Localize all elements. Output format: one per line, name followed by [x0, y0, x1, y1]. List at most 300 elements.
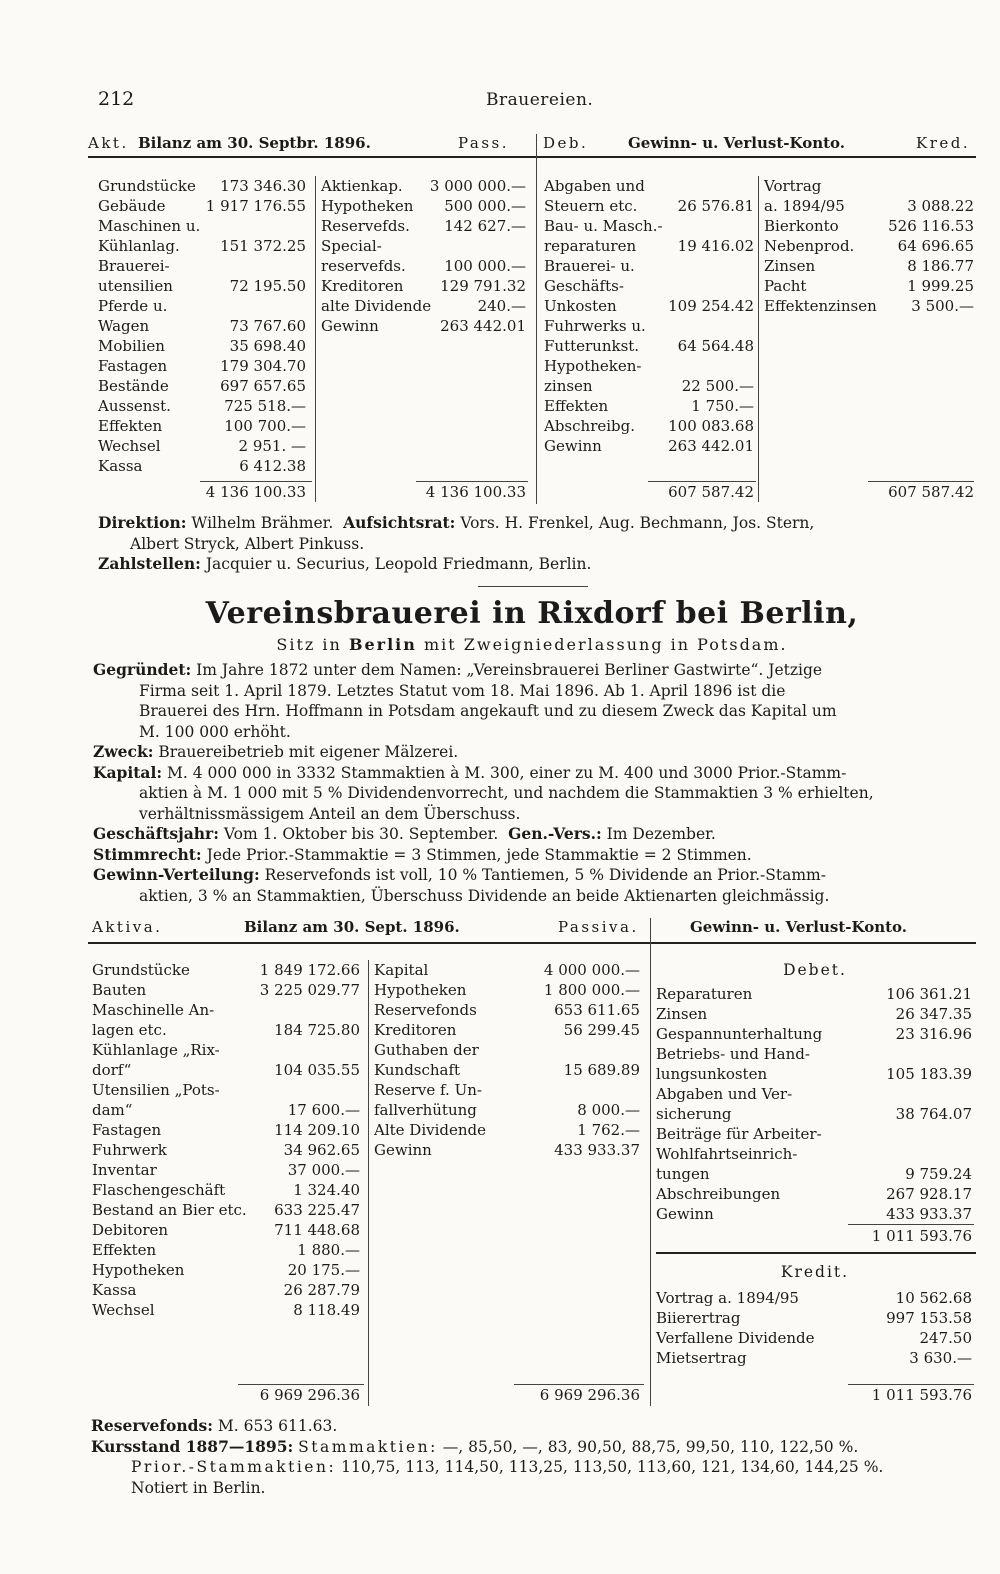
- bottom-assets-total: 6 969 296.36: [259, 1386, 360, 1404]
- credit-row: [656, 1328, 972, 1348]
- debit-row: [544, 336, 754, 356]
- row-label: Kühlanlage „Rix-: [92, 1041, 220, 1059]
- credit-row: [764, 276, 974, 296]
- row-label: Alte Dividende: [374, 1121, 487, 1139]
- bottom-cred-total-box: [848, 1385, 972, 1405]
- gegruendet-label: Gegründet:: [93, 660, 192, 679]
- row-label: Grundstücke: [98, 177, 196, 195]
- top-gv-debit: [544, 176, 754, 456]
- bottom-gv-title: Gewinn- u. Verlust-Konto.: [690, 918, 907, 936]
- top-deb-total-box: [648, 482, 754, 502]
- row-value: 500 000.—: [444, 197, 526, 215]
- asset-row: [92, 980, 360, 1000]
- row-value: 4 000 000.—: [543, 961, 640, 979]
- verteilung-2: aktien, 3 % an Stammaktien, Überschuss Dividende an beide Aktienarten gleichmässig.: [139, 886, 830, 905]
- debit-row: [656, 1104, 972, 1124]
- stimm-label: Stimmrecht:: [93, 844, 202, 864]
- row-value: 129 791.32: [440, 277, 526, 295]
- row-label: Inventar: [92, 1161, 157, 1179]
- liability-row: [374, 1100, 640, 1120]
- asset-row: [98, 176, 306, 196]
- row-value: 240.—: [477, 297, 526, 315]
- row-value: 697 657.65: [220, 377, 306, 395]
- row-value: 179 304.70: [220, 357, 306, 375]
- row-value: 34 962.65: [283, 1141, 360, 1159]
- gen-vers: Im Dezember.: [606, 825, 716, 843]
- row-label: Grundstücke: [92, 961, 190, 979]
- bottom-divider: [650, 918, 651, 1406]
- asset-row: [92, 1040, 360, 1060]
- row-label: Maschinen u.: [98, 217, 201, 235]
- row-label: utensilien: [98, 277, 173, 295]
- row-label: Fastagen: [98, 357, 168, 375]
- top-balance-title: Bilanz am 30. Septbr. 1896.: [138, 134, 371, 152]
- bottom-liab-total: 6 969 296.36: [539, 1386, 640, 1404]
- liability-row: [321, 176, 526, 196]
- row-value: 64 696.65: [897, 237, 974, 255]
- row-label: Mietsertrag: [656, 1349, 747, 1367]
- row-label: tungen: [656, 1165, 710, 1183]
- bottom-liab-total-box: [514, 1385, 640, 1405]
- sitz-pre: Sitz in: [276, 635, 342, 654]
- row-value: 1 750.—: [691, 397, 754, 415]
- row-value: 267 928.17: [886, 1185, 972, 1203]
- row-value: 35 698.40: [229, 337, 306, 355]
- credit-row: [764, 196, 974, 216]
- direktion: Wilhelm Brähmer.: [191, 514, 334, 532]
- row-value: 26 576.81: [677, 197, 754, 215]
- kred-label: Kred.: [916, 134, 971, 152]
- row-label: Bauten: [92, 981, 147, 999]
- row-value: 114 209.10: [274, 1121, 360, 1139]
- row-label: Verfallene Dividende: [656, 1329, 815, 1347]
- row-value: 151 372.25: [220, 237, 306, 255]
- row-label: Effektenzinsen: [764, 297, 877, 315]
- asset-row: [98, 456, 306, 476]
- row-value: 6 412.38: [239, 457, 306, 475]
- bottom-deb-total-box: [848, 1226, 972, 1246]
- liability-row: [374, 1060, 640, 1080]
- liability-row: [321, 256, 526, 276]
- asset-row: [98, 336, 306, 356]
- liability-row: [321, 316, 526, 336]
- row-label: Effekten: [98, 417, 163, 435]
- kurs-stamm: —, 85,50, —, 83, 90,50, 88,75, 99,50, 110, 122,50 %.: [442, 1437, 859, 1456]
- row-label: Maschinelle An-: [92, 1001, 215, 1019]
- debit-row: [656, 1144, 972, 1164]
- row-value: 105 183.39: [886, 1065, 972, 1083]
- row-value: 725 518.—: [224, 397, 306, 415]
- top-gv-title: Gewinn- u. Verlust-Konto.: [628, 134, 845, 152]
- top-gv-credit: [764, 176, 974, 316]
- row-value: 8 186.77: [907, 257, 974, 275]
- top-gv-inner-divider: [758, 176, 759, 502]
- debit-row: [656, 1004, 972, 1024]
- row-label: Abschreibungen: [656, 1185, 781, 1203]
- row-label: Reparaturen: [656, 985, 753, 1003]
- zweck: Brauereibetrieb mit eigener Mälzerei.: [158, 743, 459, 761]
- credit-row: [764, 216, 974, 236]
- bottom-gv-debit: [656, 984, 972, 1224]
- row-label: Nebenprod.: [764, 237, 855, 255]
- row-label: Kühlanlag.: [98, 237, 180, 255]
- row-label: Bau- u. Masch.-: [544, 217, 663, 235]
- stimmrecht: Jede Prior.-Stammaktie = 3 Stimmen, jede Stammaktie = 2 Stimmen.: [206, 845, 752, 864]
- row-label: Unkosten: [544, 297, 617, 315]
- debit-row: [544, 416, 754, 436]
- row-value: 173 346.30: [220, 177, 306, 195]
- row-label: dam“: [92, 1101, 133, 1119]
- row-label: Fastagen: [92, 1121, 162, 1139]
- credit-row: [656, 1308, 972, 1328]
- bottom-deb-total: 1 011 593.76: [871, 1227, 972, 1245]
- row-label: Zinsen: [764, 257, 816, 275]
- debit-row: [656, 1164, 972, 1184]
- credit-row: [764, 236, 974, 256]
- row-value: 3 500.—: [911, 297, 974, 315]
- row-label: Effekten: [92, 1241, 157, 1259]
- row-label: Reservefonds: [374, 1001, 477, 1019]
- gj-label: Geschäftsjahr:: [93, 824, 219, 843]
- row-value: 1 849 172.66: [259, 961, 360, 979]
- aufsicht-label: Aufsichtsrat:: [343, 513, 456, 532]
- row-label: lagen etc.: [92, 1021, 167, 1039]
- debit-row: [544, 316, 754, 336]
- direktion-label: Direktion:: [98, 513, 187, 532]
- row-label: Hypotheken-: [544, 357, 642, 375]
- row-label: Beiträge für Arbeiter-: [656, 1125, 822, 1143]
- row-label: a. 1894/95: [764, 197, 845, 215]
- row-value: 433 933.37: [886, 1205, 972, 1223]
- gegruendet-2: Firma seit 1. April 1879. Letztes Statut vom 18. Mai 1896. Ab 1. April 1896 ist die: [139, 681, 786, 700]
- liability-row: [374, 1080, 640, 1100]
- asset-row: [92, 1140, 360, 1160]
- zahlstellen: Jacquier u. Securius, Leopold Friedmann, Berlin.: [205, 555, 592, 573]
- row-value: 633 225.47: [274, 1201, 360, 1219]
- liability-row: [374, 1020, 640, 1040]
- asset-row: [98, 216, 306, 236]
- deb-label: Deb.: [543, 134, 589, 152]
- asset-row: [98, 196, 306, 216]
- kapital-3: verhältnissmässigem Anteil an dem Überschuss.: [139, 804, 521, 823]
- debit-row: [656, 1064, 972, 1084]
- top-liab-total: 4 136 100.33: [425, 483, 526, 501]
- row-label: Bestand an Bier etc.: [92, 1201, 247, 1219]
- bottom-cred-total: 1 011 593.76: [871, 1386, 972, 1404]
- top-divider: [536, 134, 537, 504]
- row-value: 10 562.68: [895, 1289, 972, 1307]
- page-header: [88, 80, 976, 120]
- kurs-stamm-label: Stammaktien:: [298, 1437, 438, 1456]
- row-value: 1 800 000.—: [543, 981, 640, 999]
- row-value: 3 630.—: [909, 1349, 972, 1367]
- aufsicht-line2: Albert Stryck, Albert Pinkuss.: [130, 534, 365, 553]
- row-value: 1 999.25: [907, 277, 974, 295]
- row-value: 263 442.01: [440, 317, 526, 335]
- debit-row: [544, 356, 754, 376]
- sitz-city: Berlin: [348, 635, 417, 654]
- running-title: Brauereien.: [486, 90, 594, 110]
- kredit-heading: Kredit.: [780, 1263, 850, 1281]
- credit-row: [764, 296, 974, 316]
- asset-row: [92, 1220, 360, 1240]
- asset-row: [92, 1120, 360, 1140]
- row-label: Vortrag: [764, 177, 822, 195]
- row-label: Reservefds.: [321, 217, 410, 235]
- credit-row: [764, 176, 974, 196]
- geschaeftsjahr: Vom 1. Oktober bis 30. September.: [223, 825, 499, 843]
- row-label: Abgaben und: [544, 177, 645, 195]
- asset-row: [98, 376, 306, 396]
- asset-row: [98, 356, 306, 376]
- liability-row: [374, 1140, 640, 1160]
- row-label: Pferde u.: [98, 297, 168, 315]
- credit-row: [764, 256, 974, 276]
- row-label: Gewinn: [374, 1141, 432, 1159]
- row-value: 15 689.89: [563, 1061, 640, 1079]
- row-label: Wechsel: [98, 437, 161, 455]
- row-label: Hypotheken: [92, 1261, 185, 1279]
- reserve-label: Reservefonds:: [91, 1416, 213, 1435]
- row-label: Kreditoren: [321, 277, 404, 295]
- row-value: 3 088.22: [907, 197, 974, 215]
- row-label: Futterunkst.: [544, 337, 640, 355]
- row-label: Mobilien: [98, 337, 165, 355]
- row-value: 100 700.—: [224, 417, 306, 435]
- row-value: 104 035.55: [274, 1061, 360, 1079]
- debit-row: [656, 1044, 972, 1064]
- asset-row: [92, 1160, 360, 1180]
- debit-row: [544, 296, 754, 316]
- row-value: 184 725.80: [274, 1021, 360, 1039]
- row-label: Gewinn: [544, 437, 602, 455]
- row-value: 9 759.24: [905, 1165, 972, 1183]
- page-number: 212: [98, 88, 135, 110]
- asset-row: [92, 1060, 360, 1080]
- row-value: 263 442.01: [668, 437, 754, 455]
- asset-row: [92, 1300, 360, 1320]
- liability-row: [321, 296, 526, 316]
- asset-row: [92, 1100, 360, 1120]
- debit-row: [544, 276, 754, 296]
- row-value: 526 116.53: [888, 217, 974, 235]
- debet-heading: Debet.: [783, 961, 847, 979]
- bottom-balance-title: Bilanz am 30. Sept. 1896.: [244, 918, 460, 936]
- row-label: Hypotheken: [374, 981, 467, 999]
- row-label: Vortrag a. 1894/95: [656, 1289, 799, 1307]
- row-label: Debitoren: [92, 1221, 169, 1239]
- row-value: 8 118.49: [293, 1301, 360, 1319]
- row-label: Zinsen: [656, 1005, 708, 1023]
- row-value: 22 500.—: [681, 377, 754, 395]
- pass-label: Pass.: [458, 134, 510, 152]
- reservefonds: M. 653 611.63.: [217, 1417, 338, 1435]
- row-value: 38 764.07: [895, 1105, 972, 1123]
- row-label: fallverhütung: [374, 1101, 477, 1119]
- gegruendet-3: Brauerei des Hrn. Hoffmann in Potsdam angekauft und zu diesem Zweck das Kapital um: [139, 702, 837, 720]
- row-label: Biierertrag: [656, 1309, 741, 1327]
- asset-row: [92, 1020, 360, 1040]
- verteil-label: Gewinn-Verteilung:: [93, 865, 260, 884]
- row-value: 37 000.—: [287, 1161, 360, 1179]
- row-label: Betriebs- und Hand-: [656, 1045, 810, 1063]
- kurs-label: Kursstand 1887—1895:: [91, 1436, 294, 1456]
- kapital-2: aktien à M. 1 000 mit 5 % Dividendenvorrecht, und nachdem die Stammaktien 3 % erhielten,: [139, 784, 874, 802]
- kapital-label: Kapital:: [93, 762, 163, 782]
- kapital-1: M. 4 000 000 in 3332 Stammaktien à M. 300, einer zu M. 400 und 3000 Prior.-Stamm-: [167, 763, 847, 782]
- row-label: Utensilien „Pots-: [92, 1081, 220, 1099]
- asset-row: [92, 1080, 360, 1100]
- aktiva-label: Aktiva.: [92, 918, 163, 936]
- row-label: Bestände: [98, 377, 169, 395]
- top-cred-total: 607 587.42: [888, 483, 974, 501]
- debit-row: [544, 216, 754, 236]
- debit-row: [656, 1204, 972, 1224]
- debit-row: [544, 436, 754, 456]
- asset-row: [92, 1200, 360, 1220]
- row-value: 100 000.—: [444, 257, 526, 275]
- row-label: Wechsel: [92, 1301, 155, 1319]
- liability-row: [374, 1120, 640, 1140]
- debit-row: [656, 1184, 972, 1204]
- gegruendet-1: Im Jahre 1872 unter dem Namen: „Vereinsbrauerei Berliner Gastwirte“. Jetzige: [196, 661, 823, 679]
- row-label: Fuhrwerks u.: [544, 317, 646, 335]
- row-label: Wagen: [98, 317, 150, 335]
- row-label: Gewinn: [321, 317, 379, 335]
- row-value: 3 000 000.—: [429, 177, 526, 195]
- row-label: Aktienkap.: [321, 177, 403, 195]
- row-label: sicherung: [656, 1105, 732, 1123]
- page: [88, 80, 976, 1497]
- row-label: reparaturen: [544, 237, 637, 255]
- kurs-prior: 110,75, 113, 114,50, 113,25, 113,50, 113,60, 121, 134,60, 144,25 %.: [341, 1458, 884, 1476]
- debit-row: [544, 256, 754, 276]
- row-value: 1 762.—: [577, 1121, 640, 1139]
- row-label: Kapital: [374, 961, 429, 979]
- row-label: Steuern etc.: [544, 197, 638, 215]
- row-label: Flaschengeschäft: [92, 1181, 226, 1199]
- asset-row: [92, 1280, 360, 1300]
- verteilung-1: Reservefonds ist voll, 10 % Tantiemen, 5 % Dividende an Prior.-Stamm-: [264, 866, 826, 884]
- row-label: zinsen: [544, 377, 593, 395]
- row-value: 997 153.58: [886, 1309, 972, 1327]
- top-cred-total-box: [868, 482, 974, 502]
- asset-row: [92, 1000, 360, 1020]
- gv-label: Gen.-Vers.:: [508, 824, 602, 843]
- row-label: Kassa: [92, 1281, 137, 1299]
- bottom-header-rule: [88, 942, 976, 944]
- credit-row: [656, 1288, 972, 1308]
- notiert: Notiert in Berlin.: [131, 1478, 266, 1497]
- debit-row: [656, 984, 972, 1004]
- zahl-label: Zahlstellen:: [98, 554, 201, 573]
- liability-row: [321, 196, 526, 216]
- bottom-balance-liabilities: [374, 960, 640, 1160]
- row-value: 1 880.—: [297, 1241, 360, 1259]
- asset-row: [98, 296, 306, 316]
- row-value: 711 448.68: [274, 1221, 360, 1239]
- row-value: 100 083.68: [668, 417, 754, 435]
- kurs-prior-label: Prior.-Stammaktien:: [131, 1458, 337, 1476]
- row-label: Special-: [321, 237, 382, 255]
- top-header-rule: [88, 156, 976, 158]
- row-label: Wohlfahrtseinrich-: [656, 1145, 798, 1163]
- debit-row: [544, 236, 754, 256]
- top-balance-assets: [98, 176, 306, 476]
- row-label: alte Dividende: [321, 297, 432, 315]
- row-value: 23 316.96: [895, 1025, 972, 1043]
- bottom-balance-inner-divider: [368, 960, 369, 1406]
- row-label: Hypotheken: [321, 197, 414, 215]
- debit-row: [544, 196, 754, 216]
- row-value: 106 361.21: [886, 985, 972, 1003]
- row-label: dorf“: [92, 1061, 132, 1079]
- row-value: 17 600.—: [287, 1101, 360, 1119]
- asset-row: [98, 396, 306, 416]
- asset-row: [92, 1180, 360, 1200]
- row-value: 2 951. —: [238, 437, 306, 455]
- row-label: Kreditoren: [374, 1021, 457, 1039]
- asset-row: [98, 416, 306, 436]
- asset-row: [98, 316, 306, 336]
- row-value: 1 324.40: [293, 1181, 360, 1199]
- debit-row: [544, 176, 754, 196]
- top-assets-total: 4 136 100.33: [205, 483, 306, 501]
- liability-row: [321, 216, 526, 236]
- liability-row: [374, 1000, 640, 1020]
- row-label: Fuhrwerk: [92, 1141, 167, 1159]
- row-value: 247.50: [919, 1329, 972, 1347]
- row-label: Gewinn: [656, 1205, 714, 1223]
- row-value: 26 347.35: [895, 1005, 972, 1023]
- row-value: 3 225 029.77: [259, 981, 360, 999]
- asset-row: [92, 960, 360, 980]
- row-label: Pacht: [764, 277, 807, 295]
- company-details: [93, 660, 973, 906]
- row-label: Brauerei-: [98, 257, 170, 275]
- top-balance-inner-divider: [315, 176, 316, 502]
- liability-row: [374, 960, 640, 980]
- top-assets-total-box: [200, 482, 306, 502]
- row-label: Gebäude: [98, 197, 166, 215]
- asset-row: [98, 236, 306, 256]
- asset-row: [92, 1240, 360, 1260]
- asset-row: [92, 1260, 360, 1280]
- footer: [91, 1416, 971, 1498]
- debit-row: [656, 1024, 972, 1044]
- row-label: Abgaben und Ver-: [656, 1085, 793, 1103]
- passiva-label: Passiva.: [558, 918, 639, 936]
- row-value: 1 917 176.55: [205, 197, 306, 215]
- bottom-assets-total-box: [238, 1385, 360, 1405]
- row-value: 20 175.—: [287, 1261, 360, 1279]
- row-label: Reserve f. Un-: [374, 1081, 482, 1099]
- akt-label: Akt.: [88, 134, 129, 152]
- kredit-rule: [656, 1252, 976, 1254]
- credit-row: [656, 1348, 972, 1368]
- row-label: Brauerei- u.: [544, 257, 635, 275]
- top-deb-total: 607 587.42: [668, 483, 754, 501]
- row-value: 73 767.60: [229, 317, 306, 335]
- row-value: 109 254.42: [668, 297, 754, 315]
- row-label: Kundschaft: [374, 1061, 461, 1079]
- row-value: 72 195.50: [229, 277, 306, 295]
- bottom-balance-assets: [92, 960, 360, 1320]
- sitz-post: mit Zweigniederlassung in Potsdam.: [423, 635, 788, 654]
- debit-row: [656, 1084, 972, 1104]
- row-label: Geschäfts-: [544, 277, 624, 295]
- row-value: 64 564.48: [677, 337, 754, 355]
